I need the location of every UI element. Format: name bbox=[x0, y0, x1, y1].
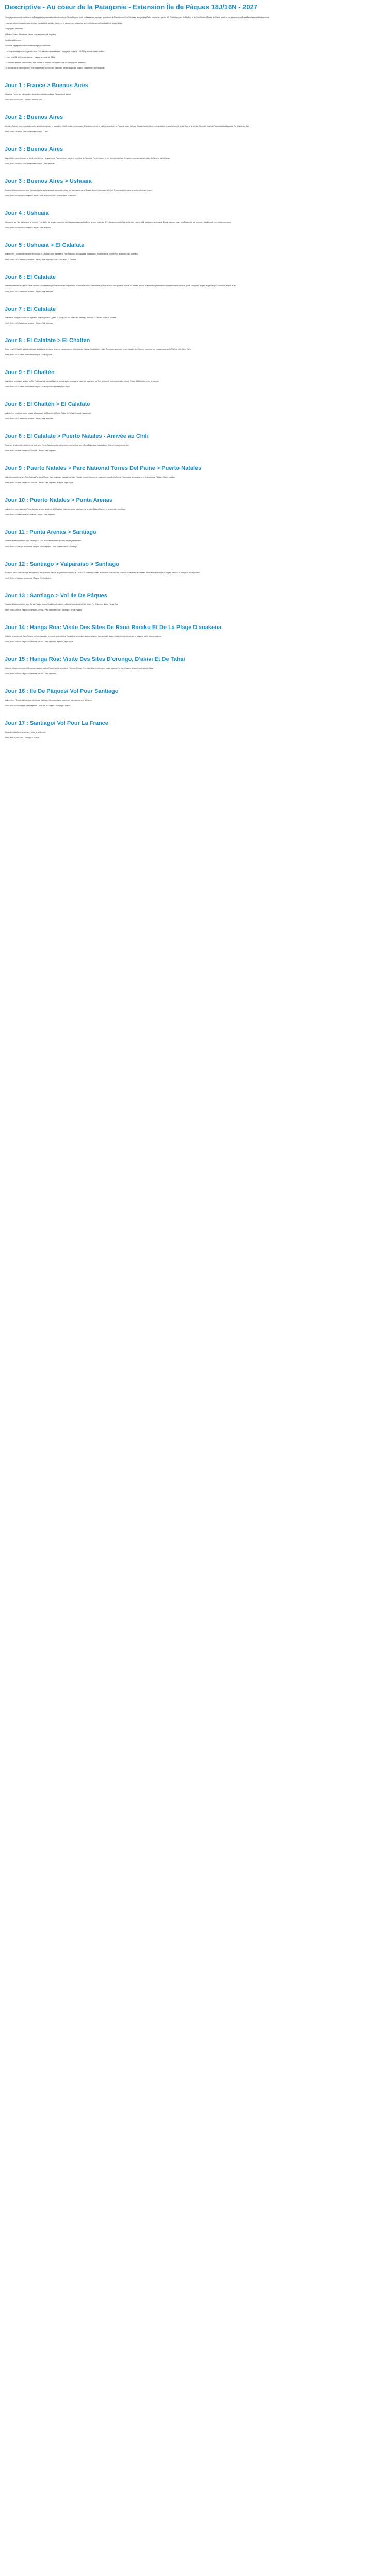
day-paragraph: Visite de la carrière de Rano Raraku, où furent sculptés les moais, puis de l'ahu Tongariki et ses quinze statues alignées face au soleil levant. Après-midi de détente sur la plage de sable blanc d'Anakena. bbox=[5, 635, 162, 638]
day-title: Jour 8 : El Chaltén > El Calafate bbox=[5, 401, 90, 408]
day-section bbox=[5, 497, 386, 516]
day-paragraph: Hôtel : Hôtel à El Chaltén ou similaire / Repas : Petit déjeuner bbox=[5, 354, 53, 357]
day-section bbox=[5, 274, 386, 293]
day-paragraph: Hôtel : Hôtel à Puerto Natales ou similaire / Repas : Petit déjeuner bbox=[5, 449, 56, 452]
day-paragraph: Repas et nuit à bord. Arrivée en France le lendemain. bbox=[5, 731, 46, 733]
day-section bbox=[5, 688, 386, 707]
day-title: Jour 1 : France > Buenos Aires bbox=[5, 82, 88, 89]
day-title: Jour 6 : El Calafate bbox=[5, 274, 56, 280]
day-paragraph: Hôtel : Nuit en vol / Repas : Petit déjeuner / Vols : Île de Pâques > Santiago > France bbox=[5, 704, 71, 707]
day-section bbox=[5, 146, 386, 165]
day-paragraph: Hôtel : Hôtel à Buenos Aires ou similaire / Repas : Libre bbox=[5, 131, 48, 133]
day-paragraph: Hôtel : Hôtel à Ushuaia ou similaire / Repas : Petit déjeuner / Vols : Buenos Aires > Ushuaia bbox=[5, 194, 76, 197]
day-paragraph: Transfert à l'aéroport et vol pour Ushuaia, la ville la plus australe du monde, située sur les rives du canal Beagle. Accueil et transfert à l'hôtel. Promenade libre dans le centre-ville et sur le port. bbox=[5, 189, 153, 191]
intro-paragraph: Air France, Iberia, Aerolineas, Latam ou autres avec vols réguliers bbox=[5, 33, 56, 36]
day-section bbox=[5, 82, 386, 101]
itinerary-page bbox=[0, 0, 391, 742]
day-title: Jour 8 : El Calafate > Puerto Natales - Arrivée au Chili bbox=[5, 433, 149, 439]
day-section bbox=[5, 369, 386, 388]
intro-paragraph: Le voyage alterne navigations sur les lacs, randonnées faciles à modérées et découvertes culturelles, avec un hébergement confortable à chaque étape. bbox=[5, 22, 123, 24]
day-title: Jour 3 : Buenos Aires > Ushuaia bbox=[5, 178, 92, 184]
day-title: Jour 11 : Punta Arenas > Santiago bbox=[5, 529, 96, 535]
day-paragraph: Matinée libre puis route vers Punta Arenas, au bord du détroit de Magellan. Visite du centre historique, de la place Muñoz Gamero et du cimetière municipal. bbox=[5, 507, 126, 510]
day-section bbox=[5, 720, 386, 739]
intro-section bbox=[5, 16, 386, 70]
day-section bbox=[5, 592, 386, 612]
day-title: Jour 12 : Santiago > Valparaiso > Santiago bbox=[5, 561, 119, 567]
intro-paragraph: Les horaires des vols sont donnés à titre indicatif et peuvent être modifiés par les compagnies aériennes. bbox=[5, 61, 86, 64]
day-title: Jour 9 : El Chaltén bbox=[5, 369, 55, 376]
day-section bbox=[5, 561, 386, 580]
document-title: Descriptive - Au coeur de la Patagonie - Extension Île de Pâques 18J/16N - 2027 bbox=[5, 3, 258, 11]
day-section bbox=[5, 337, 386, 357]
day-title: Jour 9 : Puerto Natales > Parc National Torres Del Paine > Puerto Natales bbox=[5, 465, 202, 471]
day-paragraph: Transfert à l'aéroport et vol pour Santiago du Chili. Accueil et transfert à l'hôtel. Fin de journée libre. bbox=[5, 539, 82, 542]
day-paragraph: Arrivée à Buenos Aires, accueil par votre guide francophone et transfert à l'hôtel. Après-midi consacré à la découverte de la capitale argentine : la Plaza de Mayo, la Casa Rosada, la cathédrale métropolitaine, le quartier coloré de La Boca et le célèbre Caminito, puis San Telmo et ses antiquaires. Fin de journée libre. bbox=[5, 125, 250, 128]
day-paragraph: Hôtel : Hôtel à l'Île de Pâques ou similaire / Repas : Petit déjeuner, déjeuner pique-nique bbox=[5, 641, 73, 643]
day-title: Jour 4 : Ushuaia bbox=[5, 210, 49, 216]
day-paragraph: Hôtel : Hôtel à Ushuaia ou similaire / Repas : Petit déjeuner bbox=[5, 226, 51, 229]
day-section bbox=[5, 433, 386, 452]
day-paragraph: Hôtel : Nuit en vol / Vols : Santiago > France bbox=[5, 736, 39, 739]
day-section bbox=[5, 114, 386, 133]
day-title: Jour 10 : Puerto Natales > Punta Arenas bbox=[5, 497, 112, 503]
day-paragraph: Visite du village cérémoniel d'Orongo au bord du cratère Rano Kau, lié au culte de l'Homme-Oiseau. Puis l'ahu Akivi, dont les sept moais regardent la mer. Coucher de soleil sur le site de Tahai. bbox=[5, 667, 154, 670]
day-section bbox=[5, 242, 386, 261]
day-title: Jour 5 : Ushuaia > El Calafate bbox=[5, 242, 85, 248]
day-paragraph: Matinée libre. Transfert à l'aéroport et vol pour Santiago. Correspondance pour le vol international vers la France. bbox=[5, 699, 92, 701]
intro-paragraph: Franchise bagage et conditions selon compagnie aérienne. bbox=[5, 44, 51, 47]
intro-paragraph: Ce voyage découvre le meilleur de la Patagonie argentine et chilienne ainsi que l'Île de Pâques. Vous profiterez des paysages grandioses du Parc National Los Glaciares, des glaciers Perito Moreno et Upsala, d'El Chaltén au pied du Fitz Roy et du Parc National Torres del Paine, avant de vous envoler pour Rapa Nui et ses mystérieux moais. bbox=[5, 16, 270, 19]
day-title: Jour 14 : Hanga Roa: Visite Des Sites De Rano Raraku Et De La Plage D'anakena bbox=[5, 624, 221, 631]
day-section bbox=[5, 624, 386, 643]
day-paragraph: Journée libre pour découvrir la ville à votre rythme : le quartier de Palermo et ses parcs, le cimetière de Recoleta, Puerto Madero et ses docks réhabilités. En option, excursion dans le delta du Tigre ou soirée tango. bbox=[5, 157, 170, 160]
intro-paragraph: - Le vol vers l'Île de Pâques autorise 1 bagage en soute de 23 kg. bbox=[5, 56, 56, 58]
day-paragraph: Hôtel : Hôtel à El Calafate ou similaire / Repas : Petit déjeuner bbox=[5, 290, 53, 293]
day-paragraph: Hôtel : Hôtel à l'Île de Pâques ou similaire / Repas : Petit déjeuner / Vols : Santiago > Île de Pâques bbox=[5, 609, 82, 612]
day-section bbox=[5, 401, 386, 420]
day-paragraph: Hôtel : Hôtel à Punta Arenas ou similaire / Repas : Petit déjeuner bbox=[5, 513, 55, 516]
day-title: Jour 7 : El Calafate bbox=[5, 306, 56, 312]
intro-paragraph: Conditions Aériennes : bbox=[5, 39, 22, 41]
day-section bbox=[5, 529, 386, 548]
days-section bbox=[5, 82, 386, 739]
day-section bbox=[5, 178, 386, 197]
day-paragraph: Excursion sur la côte Pacifique à Valparaiso, ville portuaire classée au patrimoine mondial de l'UNESCO, célèbre pour ses ascenseurs, ses maisons colorées et ses fresques murales. Puis Viña del Mar et ses plages. Retour à Santiago en fin de journée. bbox=[5, 571, 200, 574]
day-title: Jour 2 : Buenos Aires bbox=[5, 114, 63, 121]
day-section bbox=[5, 465, 386, 484]
day-paragraph: Départ de France sur vol régulier à destination de Buenos Aires. Repas et nuit à bord. bbox=[5, 93, 71, 96]
day-paragraph: Hôtel : Hôtel à El Calafate ou similaire / Repas : Petit déjeuner bbox=[5, 322, 53, 325]
day-paragraph: Hôtel : Hôtel à El Calafate ou similaire / Repas : Petit déjeuner / Vols : Ushuaia > El Calafate bbox=[5, 258, 76, 261]
intro-paragraph: Compagnies Aériennes : bbox=[5, 27, 24, 30]
day-title: Jour 17 : Santiago/ Vol Pour La France bbox=[5, 720, 108, 726]
day-paragraph: Hôtel : Hôtel à El Chaltén ou similaire / Repas : Petit déjeuner, déjeuner pique-nique bbox=[5, 386, 70, 388]
day-paragraph: Journée complète dans le Parc National Torres del Paine : lacs turquoise, cascade du Salto Grande, mirador Cuernos et vues sur le massif des Torres. Observation des guanacos et des nandous. Retour à Puerto Natales. bbox=[5, 476, 175, 478]
day-paragraph: Hôtel : Hôtel à El Calafate ou similaire / Repas : Petit déjeuner bbox=[5, 418, 53, 420]
day-title: Jour 13 : Santiago > Vol Ile De Pâques bbox=[5, 592, 107, 599]
day-paragraph: Matinée libre. Transfert à l'aéroport et vol pour El Calafate, porte d'entrée du Parc National Los Glaciares. Installation à l'hôtel et fin de journée libre au bord du lac Argentino. bbox=[5, 252, 139, 255]
day-paragraph: Transfert à l'aéroport et vol pour l'Île de Pâques. Accueil traditionnel avec un collier de fleurs et transfert à l'hôtel. Fin de journée libre à Hanga Roa. bbox=[5, 603, 119, 606]
day-paragraph: Hôtel : Hôtel à Santiago ou similaire / Repas : Petit déjeuner / Vols : Punta Arenas > Santiago bbox=[5, 545, 77, 548]
day-paragraph: Route vers El Chaltén, capitale nationale du trekking, à travers la steppe patagonienne, le long du lac Viedma. Installation à l'hôtel. Première randonnée vers le mirador des Condors pour une vue panoramique sur le Fitz Roy et le Cerro Torre. bbox=[5, 348, 191, 351]
day-title: Jour 3 : Buenos Aires bbox=[5, 146, 63, 153]
day-title: Jour 8 : El Calafate > El Chaltén bbox=[5, 337, 90, 344]
day-paragraph: Journée de randonnée au pied du Fitz Roy jusqu'à la laguna Capri ou, pour les plus courageux, jusqu'à la laguna de los Tres (environ 8 h de marche aller-retour). Retour à El Chaltén en fin de journée. bbox=[5, 380, 159, 383]
day-title: Jour 15 : Hanga Roa: Visite Des Sites D'orongo, D'akivi Et De Tahai bbox=[5, 656, 185, 663]
day-paragraph: Hôtel : Nuit en vol / Vols : France > Buenos Aires bbox=[5, 99, 43, 101]
day-section bbox=[5, 210, 386, 229]
day-title: Jour 16 : Ile De Pâques/ Vol Pour Santiago bbox=[5, 688, 119, 694]
day-paragraph: Traversée de la frontière chilienne et route vers Puerto Natales, petite ville portuaire au bord du fjord Última Esperanza. Installation à l'hôtel et fin de journée libre. bbox=[5, 444, 130, 446]
intro-paragraph: - Les vols domestiques en Argentine et au Chili prévoient généralement 1 bagage en soute de 15 à 23 kg selon la classe tarifaire. bbox=[5, 50, 105, 53]
day-paragraph: Journée consacrée au glacier Perito Moreno, l'un des rares glaciers encore en progression. Promenade sur les passerelles qui font face au front glaciaire haut de 60 mètres, d'où se détachent régulièrement d'impressionnants blocs de glace. Navigation au pied du glacier pour l'observer depuis le lac. bbox=[5, 284, 236, 287]
day-paragraph: Hôtel : Hôtel à Buenos Aires ou similaire / Repas : Petit déjeuner bbox=[5, 163, 55, 165]
intro-paragraph: Les excursions et visites peuvent être modifiées en fonction des conditions météorologiques, toujours changeantes en Patagonie. bbox=[5, 67, 105, 70]
day-section bbox=[5, 306, 386, 325]
day-section bbox=[5, 656, 386, 675]
day-paragraph: Découverte du Parc National de la Terre de Feu : forêts de lengas, tourbières, baie Lapataia marquant la fin de la route nationale 3. Petite randonnée le long de la côte. L'après-midi, navigation sur le canal Beagle jusqu'au phare des Éclaireurs, à la rencontre des lions de mer et des cormorans. bbox=[5, 221, 232, 223]
day-paragraph: Hôtel : Hôtel à Santiago ou similaire / Repas : Petit déjeuner bbox=[5, 577, 52, 580]
day-paragraph: Matinée libre pour une courte balade à la cascade du Chorrillo del Salto. Retour à El Calafate dans l'après-midi. bbox=[5, 412, 91, 415]
day-paragraph: Hôtel : Hôtel à Puerto Natales ou similaire / Repas : Petit déjeuner, déjeuner pique-nique bbox=[5, 481, 73, 484]
day-paragraph: Journée de navigation sur le lac Argentino vers les glaciers Upsala et Spegazzini, au milieu des icebergs. Retour à El Calafate en fin de journée. bbox=[5, 316, 117, 319]
day-paragraph: Hôtel : Hôtel à l'Île de Pâques ou similaire / Repas : Petit déjeuner bbox=[5, 673, 56, 675]
